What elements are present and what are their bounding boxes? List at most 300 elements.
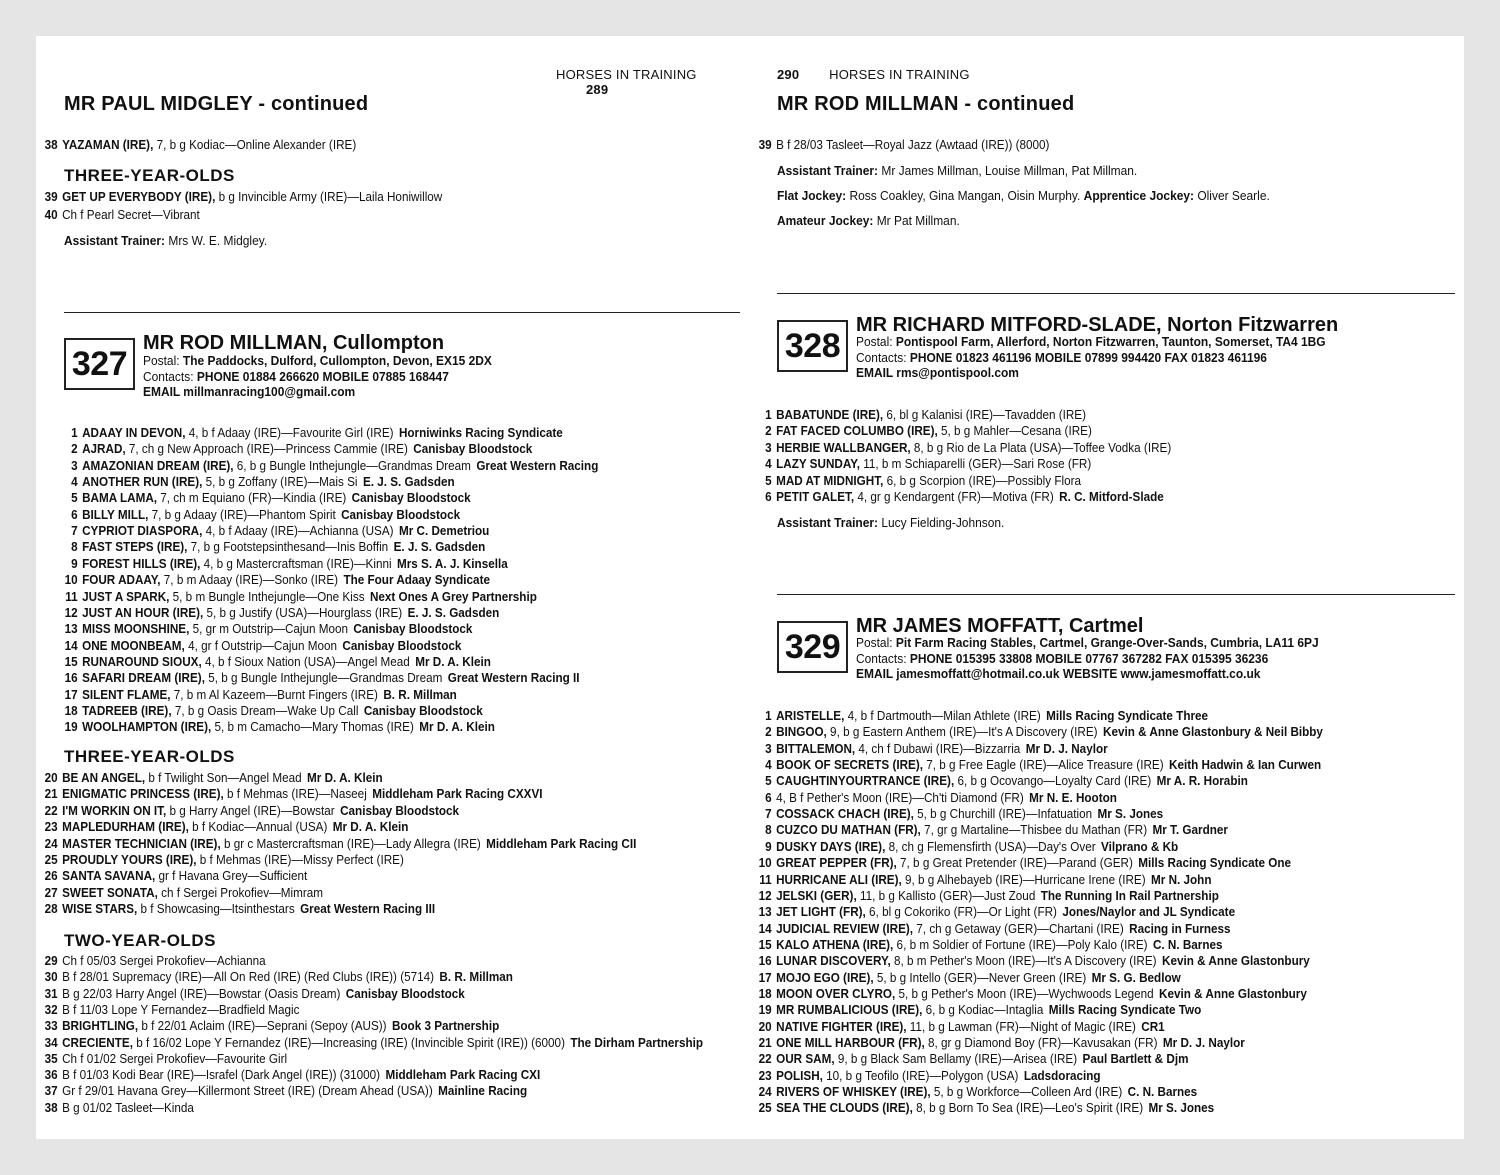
entry-number: 11 bbox=[759, 871, 772, 887]
horse-entry bbox=[56, 474, 455, 491]
horse-description: 7, ch m Equiano (FR)—Kindia (IRE) bbox=[157, 490, 347, 506]
horse-name: HURRICANE ALI (IRE), bbox=[776, 871, 902, 887]
horse-entry bbox=[750, 1068, 1101, 1085]
running-title: HORSES IN TRAINING bbox=[556, 67, 697, 82]
horse-description: 8, b g Rio de La Plata (USA)—Toffee Vodka (IRE) bbox=[910, 439, 1172, 455]
owner-name: Mr S. Jones bbox=[1148, 1100, 1215, 1116]
horse-description: Ch f 01/02 Sergei Prokofiev—Favourite Girl bbox=[62, 1050, 288, 1066]
entry-number: 3 bbox=[765, 740, 772, 756]
owner-name: Vilprano & Kb bbox=[1101, 838, 1179, 854]
owner-name: Keith Hadwin & Ian Curwen bbox=[1168, 757, 1322, 773]
owner-name: C. N. Barnes bbox=[1152, 936, 1223, 952]
horse-entry bbox=[750, 904, 1235, 921]
owner-name: Mr D. A. Klein bbox=[332, 819, 409, 835]
entry-number: 13 bbox=[64, 621, 78, 637]
trainer-name: MR RICHARD MITFORD-SLADE, Norton Fitzwarren bbox=[856, 314, 1339, 336]
horse-name: PETIT GALET, bbox=[776, 489, 855, 504]
entry-number: 7 bbox=[765, 806, 772, 822]
horse-description: 5, b m Bungle Inthejungle—One Kiss bbox=[169, 588, 365, 604]
horse-entry bbox=[750, 839, 1178, 856]
entry-number: 28 bbox=[44, 901, 58, 917]
horse-name: BINGOO, bbox=[776, 724, 827, 740]
entry-number: 3 bbox=[765, 439, 772, 455]
horse-description: 5, b m Camacho—Mary Thomas (IRE) bbox=[211, 719, 414, 735]
entry-number: 8 bbox=[71, 539, 78, 555]
horse-name: SWEET SONATA, bbox=[62, 884, 158, 900]
horse-name: FOUR ADAAY, bbox=[82, 572, 161, 588]
horse-entry bbox=[750, 790, 1117, 807]
horse-name: I'M WORKIN ON IT, bbox=[62, 802, 167, 818]
horse-name: ARISTELLE, bbox=[776, 708, 845, 723]
entry-number: 18 bbox=[64, 702, 78, 718]
entry-number: 1 bbox=[71, 425, 78, 440]
horse-description: ch f Sergei Prokofiev—Mimram bbox=[157, 884, 324, 900]
horse-description: 11, b g Kallisto (GER)—Just Zoud bbox=[856, 887, 1036, 903]
entry-number: 20 bbox=[758, 1018, 772, 1034]
horse-name: WOOLHAMPTON (IRE), bbox=[82, 719, 212, 735]
horse-name: AJRAD, bbox=[82, 441, 126, 457]
horse-entry bbox=[750, 473, 1081, 490]
entry-number: 5 bbox=[765, 773, 772, 789]
horse-name: BOOK OF SECRETS (IRE), bbox=[776, 757, 924, 773]
horse-description: 5, b g Zoffany (IRE)—Mais Si bbox=[202, 474, 358, 490]
entry-number: 6 bbox=[765, 489, 772, 504]
entry-number: 10 bbox=[64, 572, 78, 588]
email-line: EMAIL millmanracing100@gmail.com bbox=[143, 384, 356, 399]
entry-number: 4 bbox=[71, 474, 78, 490]
horse-entry bbox=[36, 819, 408, 836]
horse-name: CUZCO DU MATHAN (FR), bbox=[776, 822, 921, 838]
owner-name: Horniwinks Racing Syndicate bbox=[398, 425, 563, 440]
horse-entry bbox=[750, 1100, 1214, 1117]
horse-name: FAST STEPS (IRE), bbox=[82, 539, 188, 555]
horse-description: 4, b f Sioux Nation (USA)—Angel Mead bbox=[201, 653, 410, 669]
entry-number: 2 bbox=[765, 724, 772, 740]
section-heading: THREE-YEAR-OLDS bbox=[64, 747, 235, 766]
entry-number: 31 bbox=[44, 985, 58, 1001]
horse-entry bbox=[36, 137, 356, 154]
entry-number: 30 bbox=[44, 969, 58, 985]
horse-name: LAZY SUNDAY, bbox=[776, 456, 860, 472]
owner-name: The Four Adaay Syndicate bbox=[343, 572, 490, 588]
horse-entry bbox=[750, 1084, 1197, 1101]
owner-name: Mr S. Jones bbox=[1097, 806, 1164, 822]
horse-description: 8, gr g Diamond Boy (FR)—Kavusakan (FR) bbox=[924, 1035, 1158, 1050]
horse-description: 4, ch f Dubawi (IRE)—Bizzarria bbox=[855, 740, 1021, 756]
horse-description: 6, b g Scorpion (IRE)—Possibly Flora bbox=[883, 472, 1082, 488]
owner-name: Kevin & Anne Glastonbury bbox=[1159, 985, 1307, 1001]
horse-entry bbox=[36, 969, 513, 986]
horse-description: 8, b g Born To Sea (IRE)—Leo's Spirit (IRE) bbox=[912, 1100, 1144, 1116]
horse-name: MR RUMBALICIOUS (IRE), bbox=[776, 1002, 923, 1018]
divider bbox=[64, 312, 740, 313]
horse-entry bbox=[56, 589, 537, 606]
entry-number: 4 bbox=[765, 757, 772, 773]
owner-name: Canisbay Bloodstock bbox=[340, 802, 460, 818]
horse-name: SEA THE CLOUDS (IRE), bbox=[776, 1100, 913, 1116]
entry-number: 38 bbox=[44, 137, 58, 152]
page-number: 290 bbox=[777, 67, 800, 82]
owner-name: Book 3 Partnership bbox=[391, 1018, 500, 1034]
owner-name: Mr T. Gardner bbox=[1152, 822, 1228, 838]
horse-description: b f 22/01 Aclaim (IRE)—Seprani (Sepoy (AUS)) bbox=[138, 1018, 387, 1034]
horse-description: 6, b m Soldier of Fortune (IRE)—Poly Kalo (IRE) bbox=[893, 936, 1148, 952]
owner-name: Great Western Racing bbox=[476, 457, 599, 473]
horse-entry bbox=[750, 986, 1307, 1003]
owner-name: Mr D. A. Klein bbox=[419, 719, 495, 735]
owner-name: Mrs S. A. J. Kinsella bbox=[396, 555, 508, 571]
horse-entry bbox=[56, 458, 598, 475]
note-label: Assistant Trainer: bbox=[64, 233, 166, 248]
horse-entry bbox=[750, 724, 1323, 741]
horse-entry bbox=[750, 1051, 1188, 1068]
entry-number: 17 bbox=[64, 686, 78, 702]
entry-number: 21 bbox=[758, 1035, 772, 1050]
horse-description: 8, ch g Flemensfirth (USA)—Day's Over bbox=[885, 838, 1096, 854]
jockey-note: Flat Jockey: Ross Coakley, Gina Mangan, Oisin Murphy. Apprentice Jockey: Oliver Searle. bbox=[777, 188, 1270, 203]
horse-name: MAPLEDURHAM (IRE), bbox=[62, 819, 189, 835]
horse-entry bbox=[36, 901, 435, 918]
horse-entry bbox=[36, 986, 465, 1003]
horse-entry bbox=[750, 1002, 1201, 1019]
horse-description: 9, b g Alhebayeb (IRE)—Hurricane Irene (IRE) bbox=[901, 871, 1146, 887]
entry-number: 23 bbox=[44, 819, 58, 835]
horse-description: 7, b g Great Pretender (IRE)—Parand (GER) bbox=[896, 855, 1133, 871]
horse-description: b gr c Mastercraftsman (IRE)—Lady Allegra (IRE) bbox=[220, 835, 481, 851]
owner-name: B. R. Millman bbox=[439, 969, 513, 985]
horse-description: 5, b g Pether's Moon (IRE)—Wychwoods Legend bbox=[895, 985, 1154, 1001]
entry-number: 36 bbox=[44, 1067, 58, 1083]
entry-number: 32 bbox=[44, 1001, 58, 1017]
entry-number: 22 bbox=[44, 802, 58, 818]
horse-name: CAUGHTINYOURTRANCE (IRE), bbox=[776, 773, 955, 789]
divider bbox=[777, 293, 1455, 294]
horse-entry bbox=[36, 803, 459, 820]
horse-entry bbox=[56, 654, 491, 671]
horse-name: HERBIE WALLBANGER, bbox=[776, 439, 911, 455]
horse-name: BE AN ANGEL, bbox=[62, 770, 146, 785]
horse-description: 6, b g Ocovango—Loyalty Card (IRE) bbox=[954, 773, 1152, 789]
horse-description: 6, bl g Kalanisi (IRE)—Tavadden (IRE) bbox=[883, 407, 1087, 422]
horse-description: 4, b f Dartmouth—Milan Athlete (IRE) bbox=[844, 708, 1041, 723]
trainer-number: 329 bbox=[777, 621, 848, 673]
entry-number: 25 bbox=[758, 1100, 772, 1116]
contacts-line: Contacts: PHONE 015395 33808 MOBILE 07767 367282 FAX 015395 36236 bbox=[856, 650, 1269, 666]
email-line: EMAIL jamesmoffatt@hotmail.co.uk WEBSITE www.jamesmoffatt.co.uk bbox=[856, 666, 1261, 681]
running-header-right bbox=[777, 67, 970, 82]
note-value: Mrs W. E. Midgley. bbox=[165, 233, 268, 248]
horse-description: 5, b g Intello (GER)—Never Green (IRE) bbox=[873, 969, 1087, 985]
horse-description: 7, b m Adaay (IRE)—Sonko (IRE) bbox=[160, 572, 339, 588]
owner-name: The Running In Rail Partnership bbox=[1040, 887, 1219, 903]
entry-number: 11 bbox=[65, 588, 78, 604]
horse-entry bbox=[56, 719, 495, 736]
entry-number: 26 bbox=[44, 868, 58, 884]
email-line: EMAIL rms@pontispool.com bbox=[856, 365, 1019, 380]
horse-entry bbox=[56, 703, 483, 720]
horse-name: MAD AT MIDNIGHT, bbox=[776, 472, 884, 488]
horse-entry bbox=[36, 1002, 300, 1019]
entry-number: 37 bbox=[44, 1083, 58, 1099]
horse-entry bbox=[750, 921, 1231, 938]
page-number: 289 bbox=[586, 82, 609, 97]
entry-number: 40 bbox=[44, 206, 58, 222]
entry-number: 14 bbox=[758, 920, 772, 936]
horse-entry bbox=[56, 556, 508, 573]
horse-name: BABATUNDE (IRE), bbox=[776, 407, 884, 422]
horse-name: NATIVE FIGHTER (IRE), bbox=[776, 1018, 907, 1034]
owner-name: Canisbay Bloodstock bbox=[342, 637, 462, 653]
entry-number: 21 bbox=[44, 786, 58, 802]
horse-description: b f Twilight Son—Angel Mead bbox=[145, 770, 302, 785]
horse-name: LUNAR DISCOVERY, bbox=[776, 953, 891, 969]
horse-description: 7, b g Kodiac—Online Alexander (IRE) bbox=[153, 137, 357, 152]
entry-number: 5 bbox=[71, 490, 78, 506]
horse-description: 6, b g Kodiac—Intaglia bbox=[922, 1002, 1044, 1018]
horse-description: 5, b g Mahler—Cesana (IRE) bbox=[937, 423, 1092, 439]
horse-description: b f Mehmas (IRE)—Missy Perfect (IRE) bbox=[196, 852, 404, 867]
entry-number: 39 bbox=[44, 189, 58, 204]
entry-number: 38 bbox=[44, 1099, 58, 1115]
entry-number: 16 bbox=[64, 670, 78, 686]
horse-description: 4, B f Pether's Moon (IRE)—Ch'ti Diamond (FR) bbox=[776, 789, 1024, 805]
horse-description: 11, b g Lawman (FR)—Night of Magic (IRE) bbox=[906, 1018, 1136, 1034]
horse-entry bbox=[750, 708, 1208, 725]
owner-name: Canisbay Bloodstock bbox=[353, 621, 473, 637]
contacts-line: Contacts: PHONE 01884 266620 MOBILE 07885 168447 bbox=[143, 368, 449, 384]
horse-entry bbox=[750, 855, 1291, 872]
trainer-number: 328 bbox=[777, 320, 848, 372]
horse-description: 4, gr g Kendargent (FR)—Motiva (FR) bbox=[854, 489, 1054, 504]
owner-name: Canisbay Bloodstock bbox=[413, 441, 533, 457]
horse-entry bbox=[36, 868, 307, 885]
horse-name: SANTA SAVANA, bbox=[62, 868, 156, 884]
horse-entry bbox=[56, 621, 472, 638]
entry-number: 18 bbox=[758, 985, 772, 1001]
entry-number: 9 bbox=[71, 555, 78, 571]
horse-entry bbox=[36, 786, 543, 803]
owner-name: Canisbay Bloodstock bbox=[341, 506, 461, 522]
horse-description: b f 16/02 Lope Y Fernandez (IRE)—Increasing (IRE) (Invincible Spirit (IRE)) (6000) bbox=[132, 1034, 565, 1050]
continued-title: MR PAUL MIDGLEY - continued bbox=[64, 93, 369, 115]
section-heading: THREE-YEAR-OLDS bbox=[64, 166, 235, 185]
entry-number: 19 bbox=[758, 1002, 772, 1018]
horse-entry bbox=[36, 1018, 499, 1035]
horse-entry bbox=[750, 773, 1248, 790]
book-spread bbox=[36, 36, 1464, 1139]
horse-name: GREAT PEPPER (FR), bbox=[776, 855, 897, 871]
horse-name: PROUDLY YOURS (IRE), bbox=[62, 852, 197, 867]
owner-name: Mr N. E. Hooton bbox=[1029, 789, 1117, 805]
horse-entry bbox=[750, 1035, 1245, 1052]
horse-entry bbox=[36, 1051, 287, 1068]
horse-name: ONE MOONBEAM, bbox=[82, 637, 185, 653]
horse-name: MOON OVER CLYRO, bbox=[776, 985, 896, 1001]
horse-description: 4, b g Mastercraftsman (IRE)—Kinni bbox=[200, 555, 392, 571]
horse-entry bbox=[36, 1100, 194, 1117]
horse-entry bbox=[36, 770, 383, 787]
entry-number: 2 bbox=[71, 441, 78, 457]
horse-entry bbox=[36, 189, 442, 206]
trainer-name: MR ROD MILLMAN, Cullompton bbox=[143, 332, 445, 354]
owner-name: Kevin & Anne Glastonbury bbox=[1161, 953, 1310, 969]
postal-line: Postal: Pit Farm Racing Stables, Cartmel, Grange-Over-Sands, Cumbria, LA11 6PJ bbox=[856, 635, 1319, 650]
owner-name: Mr C. Demetriou bbox=[398, 523, 490, 539]
entry-number: 16 bbox=[758, 953, 772, 969]
horse-entry bbox=[36, 1067, 540, 1084]
owner-name: Paul Bartlett & Djm bbox=[1082, 1051, 1189, 1067]
horse-description: b f Kodiac—Annual (USA) bbox=[188, 819, 328, 835]
horse-entry bbox=[56, 425, 563, 442]
right-page bbox=[750, 36, 1464, 1139]
horse-description: 6, b g Bungle Inthejungle—Grandmas Dream bbox=[233, 457, 471, 473]
entry-number: 6 bbox=[71, 506, 78, 522]
postal-line: Postal: Pontispool Farm, Allerford, Norton Fitzwarren, Taunton, Somerset, TA4 1BG bbox=[856, 334, 1326, 349]
horse-entry bbox=[36, 207, 200, 224]
horse-entry bbox=[56, 687, 457, 704]
owner-name: R. C. Mitford-Slade bbox=[1059, 489, 1164, 504]
horse-description: Gr f 29/01 Havana Grey—Killermont Street (IRE) (Dream Ahead (USA)) bbox=[62, 1083, 433, 1099]
continued-title: MR ROD MILLMAN - continued bbox=[777, 93, 1075, 115]
horse-description: B f 28/01 Supremacy (IRE)—All On Red (IRE) (Red Clubs (IRE)) (5714) bbox=[62, 969, 435, 985]
entry-number: 39 bbox=[758, 137, 772, 152]
horse-entry bbox=[750, 489, 1164, 506]
entry-number: 12 bbox=[758, 887, 772, 903]
horse-name: TADREEB (IRE), bbox=[82, 702, 172, 718]
horse-name: BILLY MILL, bbox=[82, 506, 149, 522]
horse-description: 4, b f Adaay (IRE)—Achianna (USA) bbox=[202, 523, 394, 539]
horse-description: 7, b g Adaay (IRE)—Phantom Spirit bbox=[148, 506, 336, 522]
owner-name: Mills Racing Syndicate Two bbox=[1048, 1002, 1202, 1018]
horse-name: ANOTHER RUN (IRE), bbox=[82, 474, 203, 490]
horse-name: CRECIENTE, bbox=[62, 1034, 133, 1050]
running-header-left bbox=[556, 67, 750, 97]
horse-name: WISE STARS, bbox=[62, 901, 138, 917]
entry-number: 33 bbox=[44, 1018, 58, 1034]
horse-entry bbox=[750, 822, 1228, 839]
entry-number: 3 bbox=[71, 457, 78, 473]
owner-name: Ladsdoracing bbox=[1023, 1067, 1101, 1083]
horse-description: 9, b g Black Sam Bellamy (IRE)—Arisea (IRE) bbox=[834, 1051, 1078, 1067]
entry-number: 22 bbox=[758, 1051, 772, 1067]
entry-number: 17 bbox=[758, 969, 772, 985]
horse-entry bbox=[750, 423, 1092, 440]
horse-description: Ch f Pearl Secret—Vibrant bbox=[62, 206, 200, 222]
horse-name: SAFARI DREAM (IRE), bbox=[82, 670, 205, 686]
entry-number: 9 bbox=[765, 838, 772, 854]
horse-description: b f Showcasing—Itsinthestars bbox=[137, 901, 295, 917]
owner-name: Mills Racing Syndicate One bbox=[1138, 855, 1292, 871]
horse-name: YAZAMAN (IRE), bbox=[62, 137, 154, 152]
owner-name: CR1 bbox=[1141, 1018, 1165, 1034]
owner-name: Great Western Racing II bbox=[447, 670, 580, 686]
left-page bbox=[36, 36, 750, 1139]
horse-name: ONE MILL HARBOUR (FR), bbox=[776, 1035, 925, 1050]
horse-entry bbox=[750, 456, 1091, 473]
horse-description: 9, b g Eastern Anthem (IRE)—It's A Discovery (IRE) bbox=[826, 724, 1098, 740]
horse-entry bbox=[750, 440, 1171, 457]
owner-name: Middleham Park Racing CXI bbox=[385, 1067, 541, 1083]
horse-description: 7, b g Free Eagle (IRE)—Alice Treasure (IRE) bbox=[923, 757, 1164, 773]
horse-entry bbox=[750, 1019, 1165, 1036]
owner-name: Mr S. G. Bedlow bbox=[1091, 969, 1181, 985]
horse-entry bbox=[36, 885, 323, 902]
horse-description: 4, b f Adaay (IRE)—Favourite Girl (IRE) bbox=[185, 425, 394, 440]
horse-description: 5, b g Workforce—Colleen Ard (IRE) bbox=[930, 1084, 1123, 1100]
horse-description: b g Harry Angel (IRE)—Bowstar bbox=[166, 802, 335, 818]
horse-name: JUDICIAL REVIEW (IRE), bbox=[776, 920, 914, 936]
horse-description: 7, b g Footstepsinthesand—Inis Boffin bbox=[187, 539, 389, 555]
owner-name: Mr D. J. Naylor bbox=[1025, 740, 1108, 756]
horse-description: gr f Havana Grey—Sufficient bbox=[155, 868, 308, 884]
horse-description: 8, b m Pether's Moon (IRE)—It's A Discovery (IRE) bbox=[890, 953, 1157, 969]
horse-name: POLISH, bbox=[776, 1067, 823, 1083]
horse-entry bbox=[56, 670, 580, 687]
contacts-line: Contacts: PHONE 01823 461196 MOBILE 07899 994420 FAX 01823 461196 bbox=[856, 349, 1267, 365]
entry-number: 1 bbox=[765, 708, 772, 723]
owner-name: Mr A. R. Horabin bbox=[1156, 773, 1248, 789]
owner-name: B. R. Millman bbox=[383, 686, 457, 702]
running-title: HORSES IN TRAINING bbox=[829, 67, 970, 82]
horse-description: 4, gr f Outstrip—Cajun Moon bbox=[184, 637, 337, 653]
horse-description: 7, b m Al Kazeem—Burnt Fingers (IRE) bbox=[170, 686, 378, 702]
horse-description: B f 11/03 Lope Y Fernandez—Bradfield Magic bbox=[62, 1001, 300, 1017]
horse-name: MOJO EGO (IRE), bbox=[776, 969, 874, 985]
trainer-number: 327 bbox=[64, 338, 135, 390]
horse-name: BITTALEMON, bbox=[776, 740, 856, 756]
horse-entry bbox=[750, 953, 1310, 970]
horse-name: MASTER TECHNICIAN (IRE), bbox=[62, 835, 221, 851]
horse-entry bbox=[36, 1083, 527, 1100]
horse-entry bbox=[750, 872, 1211, 889]
owner-name: Mainline Racing bbox=[438, 1083, 528, 1099]
horse-name: RIVERS OF WHISKEY (IRE), bbox=[776, 1084, 931, 1100]
horse-name: JELSKI (GER), bbox=[776, 887, 857, 903]
assistant-trainer-note: Assistant Trainer: Lucy Fielding-Johnson. bbox=[777, 515, 1005, 530]
owner-name: Great Western Racing III bbox=[300, 901, 436, 917]
horse-entry bbox=[750, 888, 1219, 905]
entry-number: 6 bbox=[765, 789, 772, 805]
owner-name: Mr N. John bbox=[1151, 871, 1212, 887]
horse-name: CYPRIOT DIASPORA, bbox=[82, 523, 203, 539]
horse-description: 7, b g Oasis Dream—Wake Up Call bbox=[171, 702, 359, 718]
horse-name: BRIGHTLING, bbox=[62, 1018, 139, 1034]
horse-entry bbox=[750, 806, 1163, 823]
horse-entry bbox=[750, 757, 1321, 774]
entry-number: 1 bbox=[765, 407, 772, 422]
entry-number: 14 bbox=[64, 637, 78, 653]
horse-name: ENIGMATIC PRINCESS (IRE), bbox=[62, 786, 224, 802]
entry-number: 24 bbox=[44, 835, 58, 851]
horse-name: KALO ATHENA (IRE), bbox=[776, 936, 894, 952]
owner-name: The Dirham Partnership bbox=[570, 1034, 704, 1050]
horse-name: JUST AN HOUR (IRE), bbox=[82, 604, 204, 620]
horse-name: JUST A SPARK, bbox=[82, 588, 170, 604]
entry-number: 23 bbox=[758, 1067, 772, 1083]
divider bbox=[777, 594, 1455, 595]
horse-entry bbox=[750, 137, 1049, 154]
horse-description: 10, b g Teofilo (IRE)—Polygon (USA) bbox=[822, 1067, 1019, 1083]
horse-description: 5, gr m Outstrip—Cajun Moon bbox=[189, 621, 349, 637]
horse-name: MISS MOONSHINE, bbox=[82, 621, 190, 637]
entry-number: 19 bbox=[64, 719, 78, 735]
owner-name: Canisbay Bloodstock bbox=[351, 490, 471, 506]
entry-number: 12 bbox=[64, 604, 78, 620]
owner-name: Racing in Furness bbox=[1129, 920, 1231, 936]
horse-description: 5, b g Justify (USA)—Hourglass (IRE) bbox=[203, 604, 403, 620]
owner-name: Mills Racing Syndicate Three bbox=[1046, 708, 1209, 723]
horse-name: ADAAY IN DEVON, bbox=[82, 425, 186, 440]
